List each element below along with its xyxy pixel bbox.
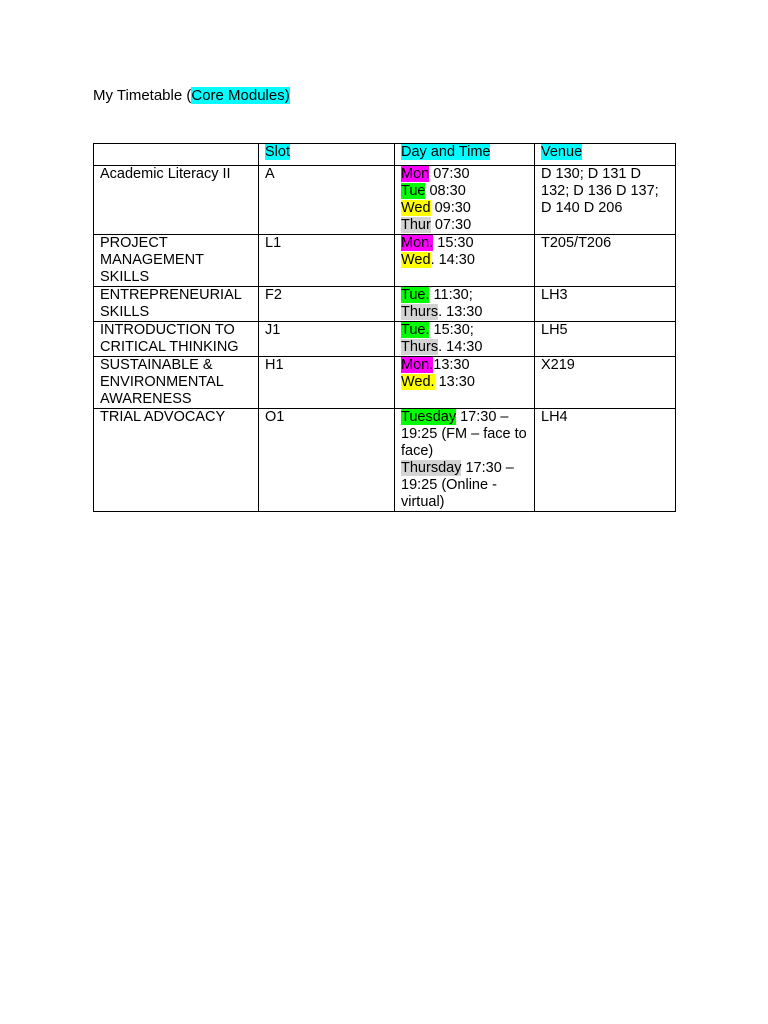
time-line	[401, 287, 530, 304]
module-name: Academic Literacy II	[94, 166, 259, 235]
time-line	[401, 409, 530, 460]
time-line	[401, 339, 530, 356]
module-times	[395, 166, 535, 235]
time-text: 17:30 – 19:25 (Online - virtual)	[401, 460, 514, 510]
module-venue: D 130; D 131 D 132; D 136 D 137; D 140 D 206	[535, 166, 676, 235]
time-text: 08:30	[425, 183, 466, 199]
header-venue: Venue	[541, 144, 583, 160]
module-venue: X219	[535, 357, 676, 409]
time-line	[401, 357, 530, 374]
module-name: ENTREPRENEURIAL SKILLS	[94, 287, 259, 322]
day-label: Tue.	[401, 287, 430, 303]
time-line	[401, 252, 530, 269]
module-slot: J1	[259, 322, 395, 357]
table-row	[94, 166, 676, 235]
title-highlight: Core Modules)	[191, 87, 290, 104]
time-text: 15:30;	[429, 322, 474, 338]
time-line	[401, 374, 530, 391]
day-label: Thur	[401, 217, 431, 233]
title-prefix: My Timetable (	[93, 87, 192, 104]
module-slot: H1	[259, 357, 395, 409]
table-row	[94, 235, 676, 287]
day-label: Mon	[401, 166, 430, 182]
time-text: 15:30	[433, 235, 474, 251]
table-row	[94, 409, 676, 512]
module-name: TRIAL ADVOCACY	[94, 409, 259, 512]
timetable	[93, 143, 676, 512]
time-line	[401, 460, 530, 511]
time-text: . 13:30	[438, 304, 483, 320]
time-text: 07:30	[430, 217, 472, 233]
day-label: Thurs	[401, 339, 439, 355]
header-slot-cell	[259, 144, 395, 166]
module-slot: O1	[259, 409, 395, 512]
module-venue: LH3	[535, 287, 676, 322]
time-line	[401, 304, 530, 321]
header-day-time: Day and Time	[401, 144, 491, 160]
module-times	[395, 287, 535, 322]
header-day-time-cell	[395, 144, 535, 166]
module-venue: T205/T206	[535, 235, 676, 287]
table-header-row	[94, 144, 676, 166]
module-name: PROJECT MANAGEMENT SKILLS	[94, 235, 259, 287]
header-slot: Slot	[265, 144, 290, 160]
module-times	[395, 409, 535, 512]
day-label: Wed.	[401, 374, 435, 390]
day-label: Mon.	[401, 357, 434, 373]
time-line	[401, 166, 530, 183]
day-label: Thursday	[401, 460, 462, 476]
day-label: Thurs	[401, 304, 439, 320]
day-label: Wed	[401, 252, 431, 268]
day-label: Wed	[401, 200, 431, 216]
time-line	[401, 200, 530, 217]
time-line	[401, 235, 530, 252]
time-line	[401, 183, 530, 200]
module-slot: A	[259, 166, 395, 235]
time-text: 13:30	[433, 357, 470, 373]
page-title	[93, 87, 290, 105]
day-label: Mon.	[401, 235, 434, 251]
table-row	[94, 322, 676, 357]
day-label: Tue	[401, 183, 426, 199]
header-module	[94, 144, 259, 166]
time-text: 17:30 – 19:25 (FM – face to face)	[401, 409, 527, 459]
module-slot: L1	[259, 235, 395, 287]
time-line	[401, 217, 530, 234]
time-text: 07:30	[429, 166, 470, 182]
module-venue: LH5	[535, 322, 676, 357]
time-text: . 14:30	[430, 252, 475, 268]
module-name: INTRODUCTION TO CRITICAL THINKING	[94, 322, 259, 357]
header-venue-cell	[535, 144, 676, 166]
time-text: 09:30	[430, 200, 471, 216]
time-text: . 14:30	[438, 339, 483, 355]
module-slot: F2	[259, 287, 395, 322]
table-row	[94, 357, 676, 409]
table-row	[94, 287, 676, 322]
day-label: Tue.	[401, 322, 430, 338]
module-venue: LH4	[535, 409, 676, 512]
module-times	[395, 322, 535, 357]
day-label: Tuesday	[401, 409, 457, 425]
module-name: SUSTAINABLE & ENVIRONMENTAL AWARENESS	[94, 357, 259, 409]
module-times	[395, 235, 535, 287]
module-times	[395, 357, 535, 409]
time-text: 11:30;	[429, 287, 473, 303]
time-line	[401, 322, 530, 339]
time-text: 13:30	[434, 374, 475, 390]
